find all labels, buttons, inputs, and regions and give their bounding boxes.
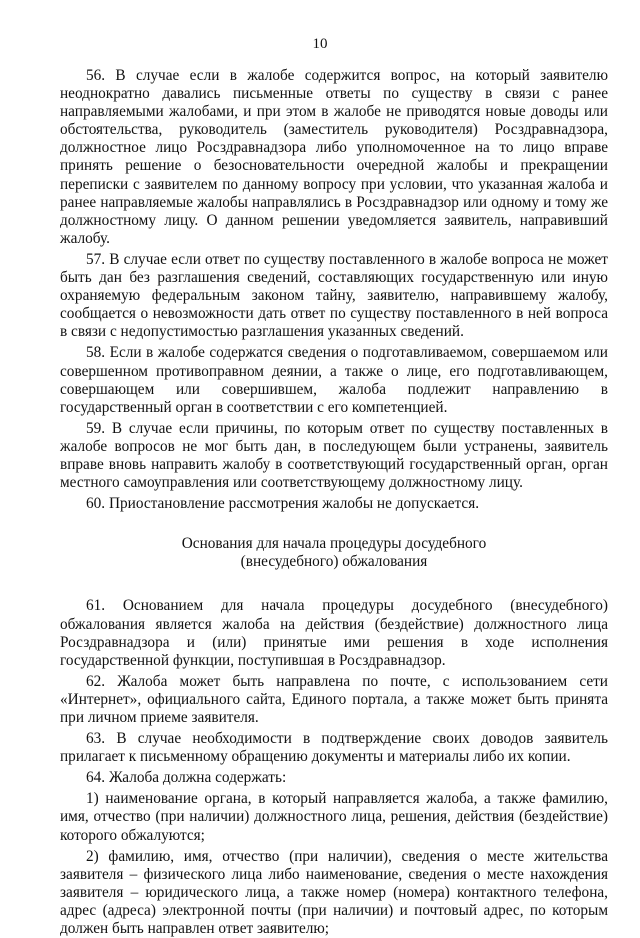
paragraph-57: 57. В случае если ответ по существу поставленного в жалобе вопроса не может быть дан без разглашения сведений, составляющих государственную или иную охраняемую федеральным законом тайну, заявителю, направившему жалобу, сообщается о невозможности дать ответ по существу поставленного в ней вопроса в связи с недопустимостью разглашения указанных сведений. (60, 250, 608, 341)
paragraph-56: 56. В случае если в жалобе содержится вопрос, на который заявителю неоднократно давались письменные ответы по существу в связи с ранее направляемыми жалобами, и при этом в жалобе не приводятся новые доводы или обстоятельства, руководитель (заместитель руководителя) Росздравнадзора, должностное лицо Росздравнадзора либо уполномоченное на то лицо вправе принять решение о безосновательности очередной жалобы и прекращении переписки с заявителем по данному вопросу при условии, что указанная жалоба и ранее направляемые жалобы направлялись в Росздравнадзор или одному и тому же должностному лицу. О данном решении уведомляется заявитель, направивший жалобу. (60, 67, 608, 247)
section-heading-line-2: (внесудебного) обжалования (240, 553, 428, 571)
list-item-1: 1) наименование органа, в который направляется жалоба, а также фамилию, имя, отчество (при наличии) должностного лица, решения, действия (бездействие) которого обжалуются; (60, 790, 608, 844)
list-item-2: 2) фамилию, имя, отчество (при наличии), сведения о месте жительства заявителя – физического лица либо наименование, сведения о месте нахождения заявителя – юридического лица, а также номер (номера) контактного телефона, адрес (адреса) электронной почты (при наличии) и почтовый адрес, по которым должен быть направлен ответ заявителю; (60, 847, 608, 938)
paragraph-63: 63. В случае необходимости в подтверждение своих доводов заявитель прилагает к письменному обращению документы и материалы либо их копии. (60, 730, 608, 766)
paragraph-64: 64. Жалоба должна содержать: (86, 769, 287, 787)
section-heading-line-1: Основания для начала процедуры досудебного (181, 535, 487, 553)
page-number: 10 (312, 36, 328, 52)
section-heading (60, 535, 608, 571)
paragraph-59: 59. В случае если причины, по которым ответ по существу поставленных в жалобе вопросов не мог быть дан, в последующем были устранены, заявитель вправе вновь направить жалобу в соответствующий государственный орган, орган местного самоуправления или соответствующему должностному лицу. (60, 419, 608, 492)
paragraph-62: 62. Жалоба может быть направлена по почте, с использованием сети «Интернет», официального сайта, Единого портала, а также может быть принята при личном приеме заявителя. (60, 672, 608, 726)
paragraph-58: 58. Если в жалобе содержатся сведения о подготавливаемом, совершаемом или совершенном противоправном деянии, а также о лице, его подготавливающем, совершающем или совершившем, жалоба подлежит направлению в государственный орган в соответствии с его компетенцией. (60, 344, 608, 416)
document-body (60, 67, 608, 938)
paragraph-61: 61. Основанием для начала процедуры досудебного (внесудебного) обжалования является жалоба на действия (бездействие) должностного лица Росздравнадзора и (или) принятые ими решения в ходе исполнения государственной функции, поступившая в Росздравнадзор. (60, 597, 608, 669)
paragraph-60: 60. Приостановление рассмотрения жалобы не допускается. (86, 495, 480, 513)
